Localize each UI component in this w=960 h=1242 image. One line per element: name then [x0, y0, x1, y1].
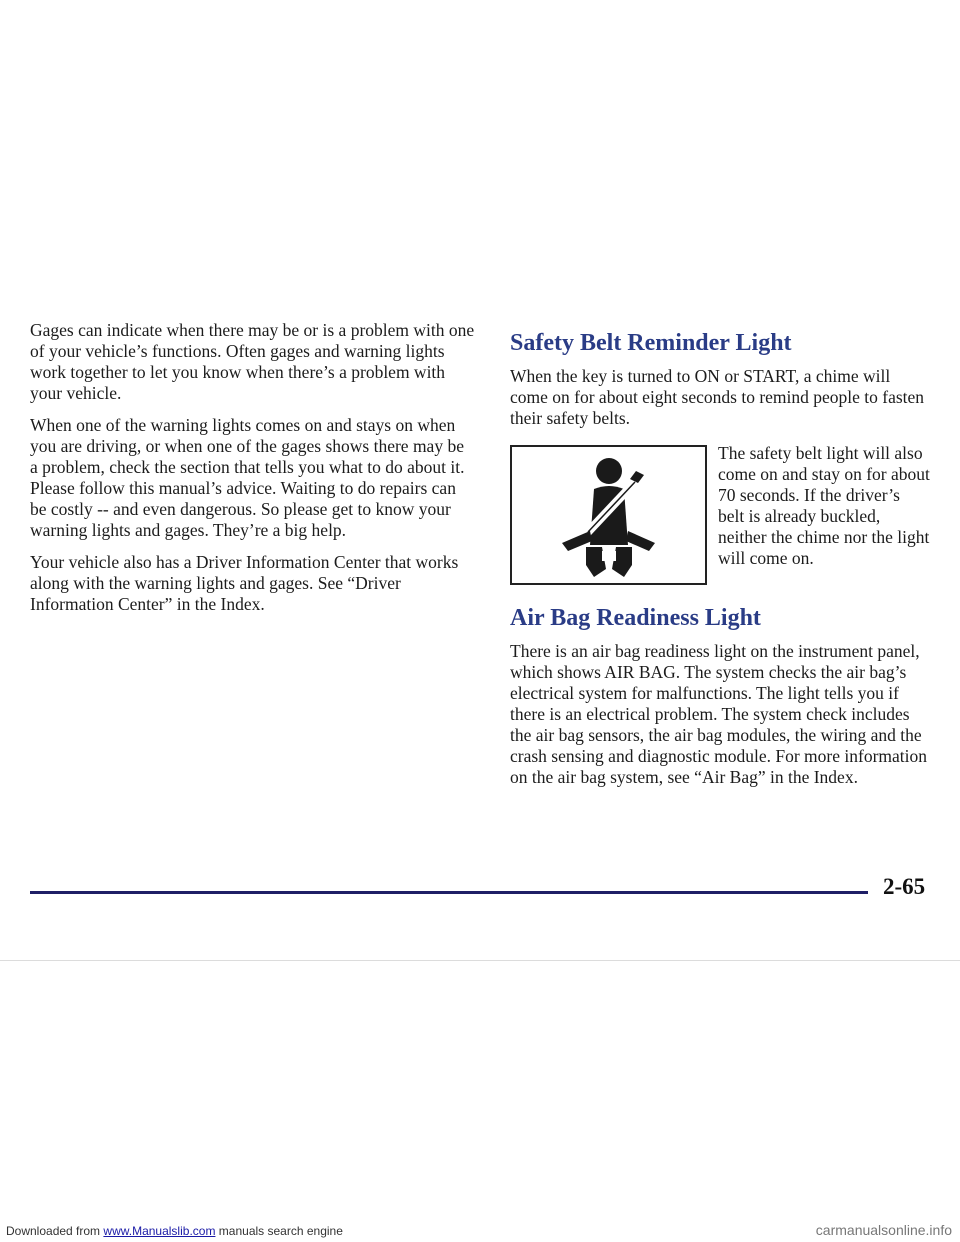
- scan-divider: [0, 960, 960, 961]
- footer-prefix: Downloaded from: [6, 1224, 101, 1238]
- safety-belt-figure-row: [510, 443, 930, 593]
- safety-belt-intro: When the key is turned to ON or START, a chime will come on for about eight seconds to remind people to fasten their safety belts.: [510, 366, 925, 428]
- paragraph-warning-lights: When one of the warning lights comes on and stays on when you are driving, or when one of the gages shows there may be a problem, check the section that tells you what to do about it. Please follow this manual’s advice. Waiting to do repairs can be costly -- and even dangerous. So please get to know your warning lights and gages. They’re a big help.: [30, 415, 465, 540]
- safety-belt-side-text: The safety belt light will also come on and stay on for about 70 seconds. If the driver’s belt is already buckled, neither the chime nor the light will come on.: [718, 443, 930, 568]
- download-footer: [6, 1224, 343, 1238]
- paragraph-gages: Gages can indicate when there may be or is a problem with one of your vehicle’s functions. Often gages and warning lights work together to let you know when there’s a problem with your vehicle.: [30, 320, 475, 403]
- air-bag-heading: Air Bag Readiness Light: [510, 605, 761, 631]
- seatbelt-warning-icon: [510, 445, 707, 585]
- page-number: 2-65: [883, 874, 926, 899]
- footer-suffix: manuals search engine: [218, 1224, 343, 1238]
- watermark-text: carmanualsonline.info: [815, 1222, 952, 1238]
- left-column: [30, 320, 476, 626]
- manualslib-link[interactable]: www.Manualslib.com: [103, 1224, 216, 1238]
- safety-belt-heading: Safety Belt Reminder Light: [510, 330, 792, 356]
- footer-rule: [30, 891, 868, 894]
- air-bag-body: There is an air bag readiness light on the instrument panel, which shows AIR BAG. The system checks the air bag’s electrical system for malfunctions. The light tells you if there is an electrical problem. The system check includes the air bag sensors, the air bag modules, the wiring and the crash sensing and diagnostic module. For more information on the air bag system, see “Air Bag” in the Index.: [510, 641, 928, 787]
- right-column: [510, 328, 930, 788]
- paragraph-driver-info-center: Your vehicle also has a Driver Information Center that works along with the warning lights and gages. See “Driver Information Center” in the Index.: [30, 552, 459, 614]
